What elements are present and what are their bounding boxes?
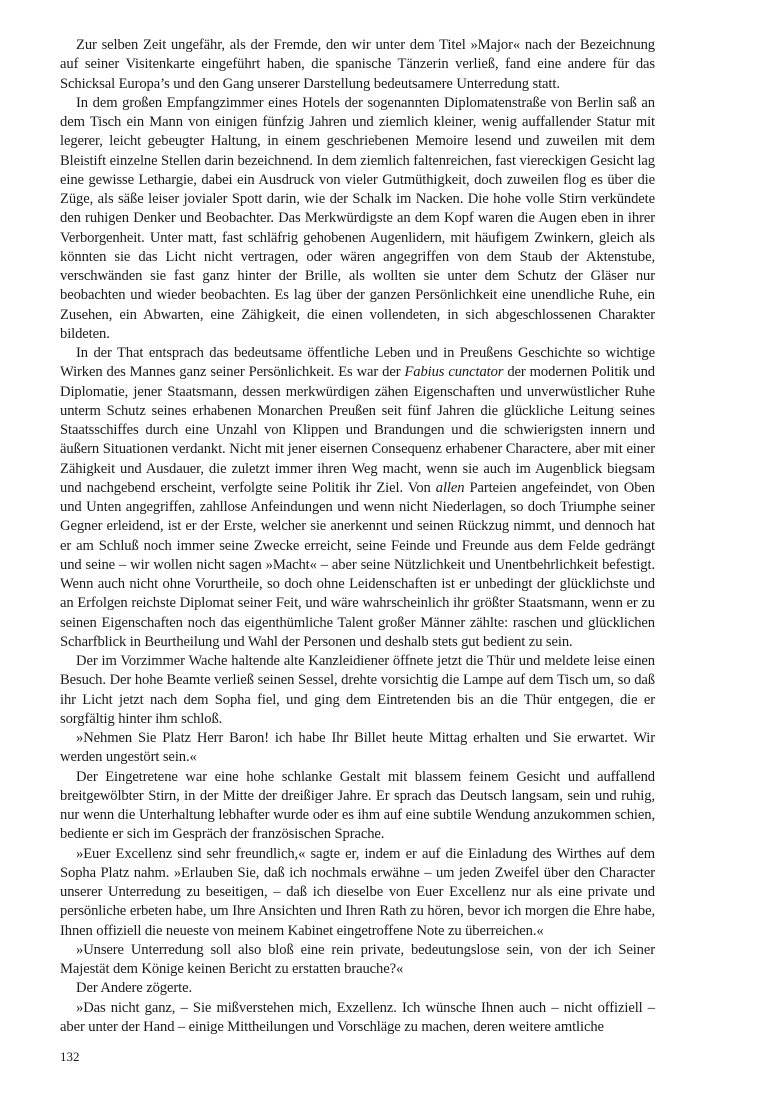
text-run: der modernen Politik und Diplomatie, jener Staatsmann, dessen merkwürdigen zähen Eigenschaften und unverwüstlicher Ruhe unterm Schutz seines erhabenen Monarchen Preußen seit fünf Jahren die glückliche Leitung seines Staatsschiffes durch eine Unzahl von Klippen und Brandungen und die schwierigsten innern und äußern Situationen verdankt. Nicht mit jener eisernen Consequenz erhabener Charactere, aber mit einer Zähigkeit und Ausdauer, die zuletzt immer ihren Weg macht, wenn sie auch im Augenblick biegsam und nachgebend erscheint, verfolgte seine Politik ihr Ziel. Von	[60, 364, 655, 496]
italic-text: Fabius cunctator	[404, 364, 504, 381]
paragraph	[60, 979, 655, 998]
paragraph	[60, 344, 655, 652]
text-run: »Euer Excellenz sind sehr freundlich,« sagte er, indem er auf die Einladung des Wirthes auf dem Sopha Platz nahm. »Erlauben Sie, daß ich nochmals erwähne – um jeden Zweifel über den Character unserer Unterredung zu beseitigen, – daß ich dieselbe von Euer Excellenz nur als eine private und persönliche erbeten habe, um Ihre Ansichten und Ihren Rath zu hören, bevor ich morgen die Ehre habe, Ihnen offiziell die neueste von meinem Kabinet eingetroffene Note zu überreichen.«	[60, 845, 655, 939]
text-run: »Unsere Unterredung soll also bloß eine rein private, bedeutungslose sein, von der ich Seiner Majestät dem Könige keinen Bericht zu erstatten brauche?«	[60, 941, 655, 977]
italic-text: allen	[435, 479, 465, 496]
text-run: Zur selben Zeit ungefähr, als der Fremde, den wir unter dem Titel »Major« nach der Bezeichnung auf seiner Visitenkarte eingeführt haben, die spanische Tänzerin verließ, fand eine andere für das Schicksal Europa’s und den Gang unserer Darstellung bedeutsamere Unterredung statt.	[60, 37, 655, 92]
page-body	[60, 36, 655, 1037]
text-run: Parteien angefeindet, von Oben und Unten angegriffen, zahllose Anfeindungen und wenn nicht Niederlagen, so doch Triumphe seiner Gegner erleidend, ist er der Erste, welcher sie anerkennt und seinen Rückzug nimmt, und dennoch hat er am Schluß noch immer seine Zwecke erreicht, seine Feinde und Freunde aus dem Felde gedrängt und seine – wir wollen nicht sagen »Macht« – aber seine Nützlichkeit und Unentbehrlichkeit befestigt. Wenn auch nicht ohne Vorurtheile, so doch ohne Leidenschaften ist er unbedingt der glücklichste und an Erfolgen reichste Diplomat seiner Feit, und wäre wahrscheinlich ihr größter Staatsmann, wenn er zu seinen Eigenschaften noch das eigenthümliche Talent großer Männer zählte: raschen und glücklichen Scharfblick in Beurtheilung und Wahl der Personen und deshalb stets gut bedient zu sein.	[60, 479, 655, 650]
text-run: »Das nicht ganz, – Sie mißverstehen mich, Exzellenz. Ich wünsche Ihnen auch – nicht offiziell – aber unter der Hand – einige Mittheilungen und Vorschläge zu machen, deren weitere amtliche	[60, 999, 655, 1035]
paragraph	[60, 999, 655, 1038]
text-run: Der im Vorzimmer Wache haltende alte Kanzleidiener öffnete jetzt die Thür und meldete leise einen Besuch. Der hohe Beamte verließ seinen Sessel, drehte vorsichtig die Lampe auf dem Tisch um, so daß ihr Licht jetzt nach dem Sopha fiel, und ging dem Eintretenden bis an die Thür entgegen, die er sorgfältig hinter ihm schloß.	[60, 653, 655, 727]
paragraph	[60, 36, 655, 94]
paragraph	[60, 768, 655, 845]
paragraph	[60, 729, 655, 768]
text-run: Der Eingetretene war eine hohe schlanke Gestalt mit blassem feinem Gesicht und auffallend breitgewölbter Stirn, in der Mitte der dreißiger Jahre. Er sprach das Deutsch langsam, sein und ruhig, nur wenn die Unterhaltung lebhafter wurde oder es ihm auf eine subtile Wendung anzukommen schien, bediente er sich im Gespräch der französischen Sprache.	[60, 768, 655, 843]
paragraph	[60, 94, 655, 344]
text-run: In dem großen Empfangzimmer eines Hotels der sogenannten Diplomatenstraße von Berlin saß an dem Tisch ein Mann von einigen fünfzig Jahren und ziemlich kleiner, wenig auffallender Statur mit legerer, leicht gebeugter Haltung, in einem geschriebenen Memoire lesend und zuweilen mit dem Bleistift einzelne Stellen darin bezeichnend. In dem ziemlich faltenreichen, fast viereckigen Gesicht lag eine gewisse Lethargie, dabei ein Ausdruck von vieler Gutmüthigkeit, doch zuweilen flog es über die Züge, als säße leiser jovialer Spott darin, wie der Schalk im Nacken. Die hohe volle Stirn verkündete den ruhigen Denker und Beobachter. Das Merkwürdigste an dem Kopf waren die Augen eben in ihrer Verborgenheit. Unter matt, fast schläfrig gehobenen Augenlidern, mit häufigem Zwinkern, gleich als könnten sie das Licht nicht vertragen, oder wären angegriffen von dem Staub der Aktenstube, verschwänden sie fast ganz hinter der Brille, als wollten sie unter dem Schutz der Gläser nur beobachten und wieder beobachten. Es lag über der ganzen Persönlichkeit eine unendliche Ruhe, ein Zusehen, ein Abwarten, eine Zähigkeit, die einen vollendeten, in sich abgeschlossenen Charakter bildeten.	[60, 94, 655, 342]
paragraph	[60, 941, 655, 980]
paragraph	[60, 652, 655, 729]
paragraph	[60, 845, 655, 941]
text-run: Der Andere zögerte.	[76, 980, 193, 997]
paragraph-list	[60, 36, 655, 1037]
text-run: »Nehmen Sie Platz Herr Baron! ich habe Ihr Billet heute Mittag erhalten und Sie erwartet. Wir werden ungestört sein.«	[60, 730, 655, 766]
page-number: 132	[60, 1049, 80, 1064]
text-run: In der That entsprach das bedeutsame öffentliche Leben und in Preußens Geschichte so wichtige Wirken des Mannes ganz seiner Persönlichkeit. Es war der	[60, 345, 655, 381]
